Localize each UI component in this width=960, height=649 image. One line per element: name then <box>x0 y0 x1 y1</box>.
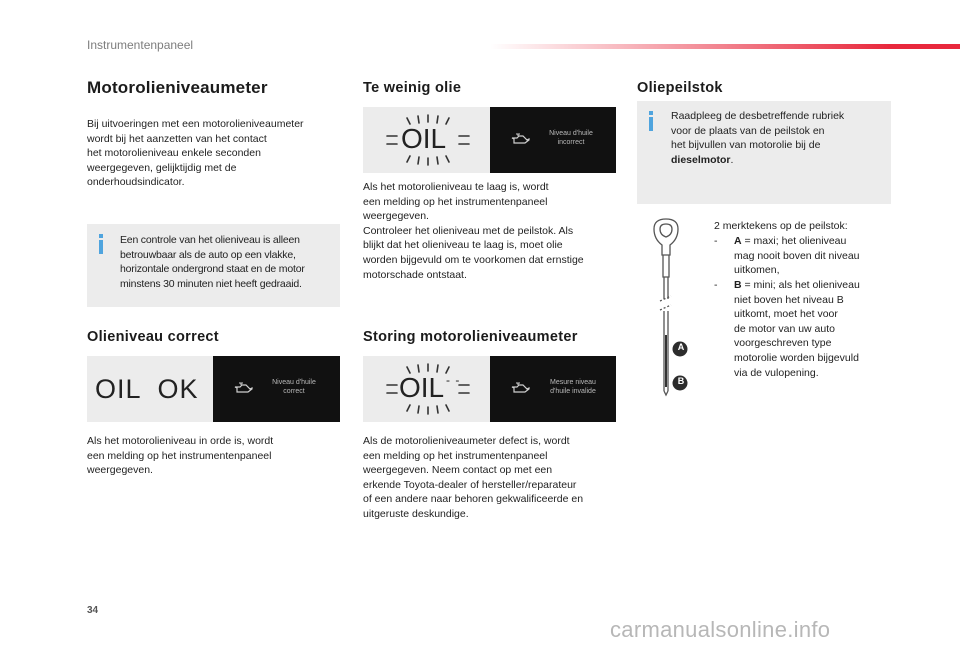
dipstick-illustration <box>640 215 700 397</box>
oil-text: OIL <box>401 123 447 154</box>
display-message-incorrect: Niveau d'huile incorrect <box>549 130 593 146</box>
subsection-title-oil-level-correct: Olieniveau correct <box>87 329 219 345</box>
display-oil-ok <box>87 356 340 422</box>
low-oil-paragraph: Als het motorolieniveau te laag is, wordt een melding op het instrumentenpaneel weergegeven. Controleer het olieniveau met de peilstok. Als blijkt dat het olieniveau te laag is, moet olie worden bijgevuld om te voorkomen dat ernstige motorschade ontstaat. <box>363 181 584 281</box>
dipstick-marks-intro: 2 merktekens op de peilstok: <box>714 220 848 232</box>
display-oil-incorrect <box>363 107 616 173</box>
marker-a-label: A <box>677 342 685 352</box>
running-header: Instrumentenpaneel <box>87 38 194 52</box>
gauge-fault-paragraph: Als de motorolieniveaumeter defect is, wordt een melding op het instrumentenpaneel weergegeven. Neem contact op met een erkende Toyota-dealer of hersteller/reparateur of een andere naar behoren gekwalificeerde en uitgeruste deskundige. <box>363 435 584 520</box>
marker-b-label: B <box>677 376 685 386</box>
oil-can-icon <box>233 382 253 394</box>
info-note-text: Een controle van het olieniveau is alleen betrouwbaar als de auto op een vlakke, horizontale ondergrond staat en de motor minstens 30 minuten niet heeft gedraaid. <box>120 234 305 290</box>
mark-b-text: B = mini; als het olieniveau niet boven het niveau B uitkomt, moet het voor de motor van uw auto voorgeschreven type motorolie worden bijgevuld via de vulopening. <box>734 279 860 379</box>
info-note-reliability <box>87 224 340 307</box>
display-message-correct: Niveau d'huile correct <box>272 379 316 395</box>
oil-text: OIL <box>399 372 445 403</box>
invalid-dashes: - - <box>446 373 461 387</box>
section-title-dipstick: Oliepeilstok <box>637 80 723 96</box>
section-title-low-oil: Te weinig olie <box>363 80 462 96</box>
oil-ok-text: OIL OK <box>95 374 199 404</box>
watermark: carmanualsonline.info <box>610 617 831 642</box>
mark-a-text: A = maxi; het olieniveau mag nooit boven dit niveau uitkomen, <box>734 235 860 277</box>
oil-can-icon <box>510 382 530 394</box>
oil-can-icon <box>510 133 530 145</box>
section-title-oil-level-gauge: Motorolieniveaumeter <box>87 78 268 97</box>
oil-ok-paragraph: Als het motorolieniveau in orde is, wordt een melding op het instrumentenpaneel weergegeven. <box>87 435 274 477</box>
header-accent-line <box>490 44 960 49</box>
intro-paragraph: Bij uitvoeringen met een motorolieniveaumeter wordt bij het aanzetten van het contact het motorolieniveau enkele seconden weergegeven, gelijktijdig met de onderhoudsindicator. <box>87 118 304 189</box>
info-note-text: Raadpleeg de desbetreffende rubriek voor de plaats van de peilstok en het bijvullen van motorolie bij de dieselmotor. <box>671 110 845 166</box>
diesel-engine-emphasis: dieselmotor <box>671 153 731 166</box>
display-oil-invalid <box>363 356 616 422</box>
display-message-invalid: Mesure niveau d'huile invalide <box>550 379 596 395</box>
info-note-dipstick <box>637 101 891 204</box>
subsection-title-gauge-fault: Storing motorolieniveaumeter <box>363 329 578 345</box>
page-number: 34 <box>87 605 99 616</box>
